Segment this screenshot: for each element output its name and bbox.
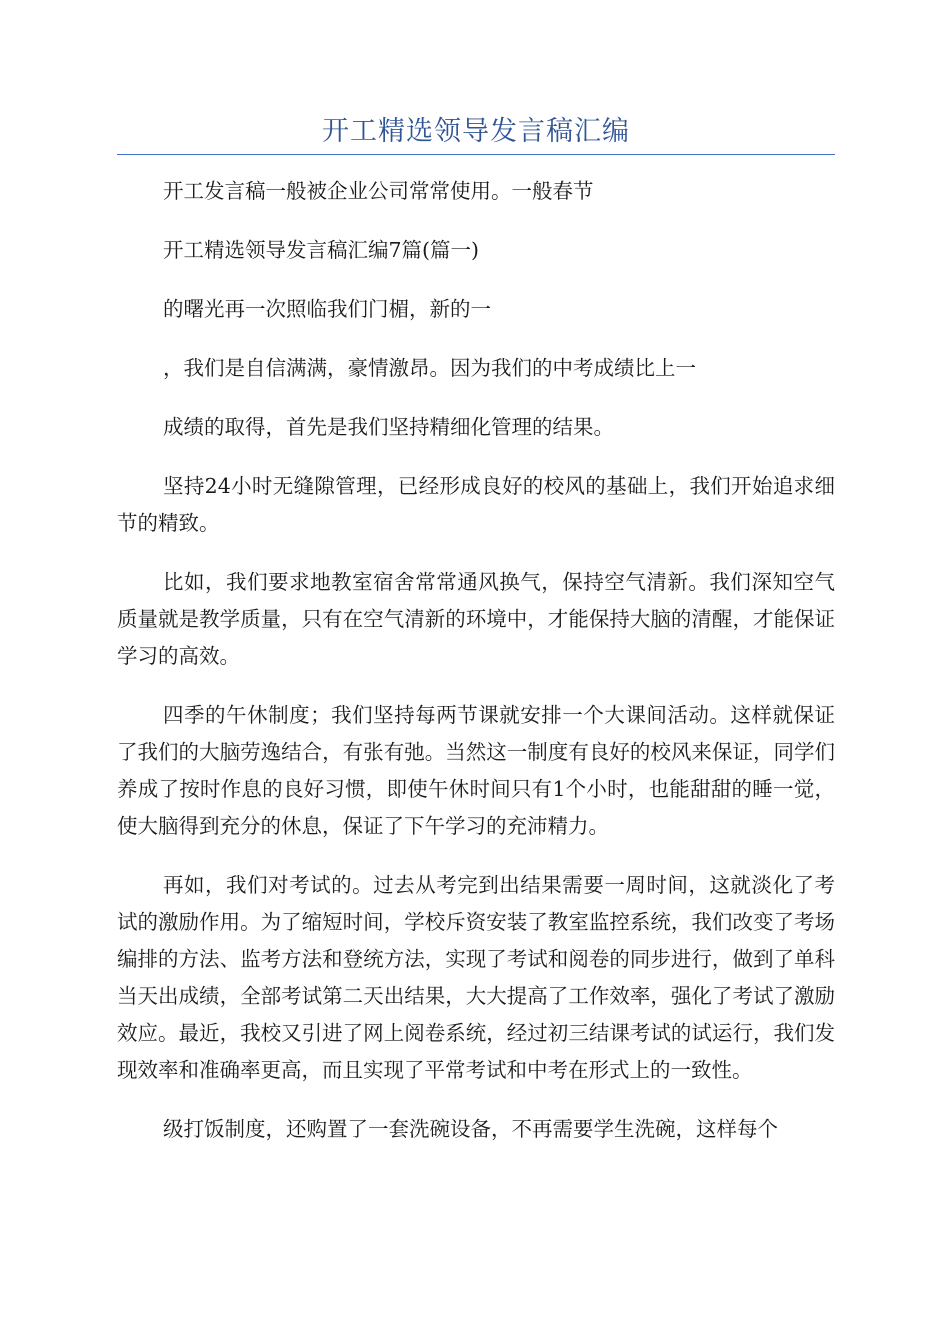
paragraph-2: 开工精选领导发言稿汇编7篇(篇一) xyxy=(163,238,480,262)
document-body xyxy=(117,173,835,1170)
paragraph-10: 级打饭制度，还购置了一套洗碗设备，不再需要学生洗碗，这样每个 xyxy=(163,1117,778,1141)
paragraph-3: 的曙光再一次照临我们门楣，新的一 xyxy=(163,297,491,321)
title-underline xyxy=(117,154,835,155)
paragraph-6: 坚持24小时无缝隙管理，已经形成良好的校风的基础上，我们开始追求细节的精致。 xyxy=(117,474,835,535)
paragraph-8: 四季的午休制度；我们坚持每两节课就安排一个大课间活动。这样就保证了我们的大脑劳逸结合，有张有弛。当然这一制度有良好的校风来保证，同学们养成了按时作息的良好习惯，即使午休时间只有1个小时，也能甜甜的睡一觉，使大脑得到充分的休息，保证了下午学习的充沛精力。 xyxy=(117,703,835,838)
paragraph-1: 开工发言稿一般被企业公司常常使用。一般春节 xyxy=(163,179,594,203)
paragraph-4: ，我们是自信满满，豪情激昂。因为我们的中考成绩比上一 xyxy=(163,356,696,380)
paragraph-7: 比如，我们要求地教室宿舍常常通风换气，保持空气清新。我们深知空气质量就是教学质量，只有在空气清新的环境中，才能保持大脑的清醒，才能保证学习的高效。 xyxy=(117,570,835,668)
document-title: 开工精选领导发言稿汇编 xyxy=(322,116,630,147)
paragraph-9: 再如，我们对考试的。过去从考完到出结果需要一周时间，这就淡化了考试的激励作用。为了缩短时间，学校斥资安装了教室监控系统，我们改变了考场编排的方法、监考方法和登统方法，实现了考试和阅卷的同步进行，做到了单科当天出成绩，全部考试第二天出结果，大大提高了工作效率，强化了考试了激励效应。最近，我校又引进了网上阅卷系统，经过初三结课考试的试运行，我们发现效率和准确率更高，而且实现了平常考试和中考在形式上的一致性。 xyxy=(117,873,835,1082)
paragraph-5: 成绩的取得，首先是我们坚持精细化管理的结果。 xyxy=(163,415,614,439)
